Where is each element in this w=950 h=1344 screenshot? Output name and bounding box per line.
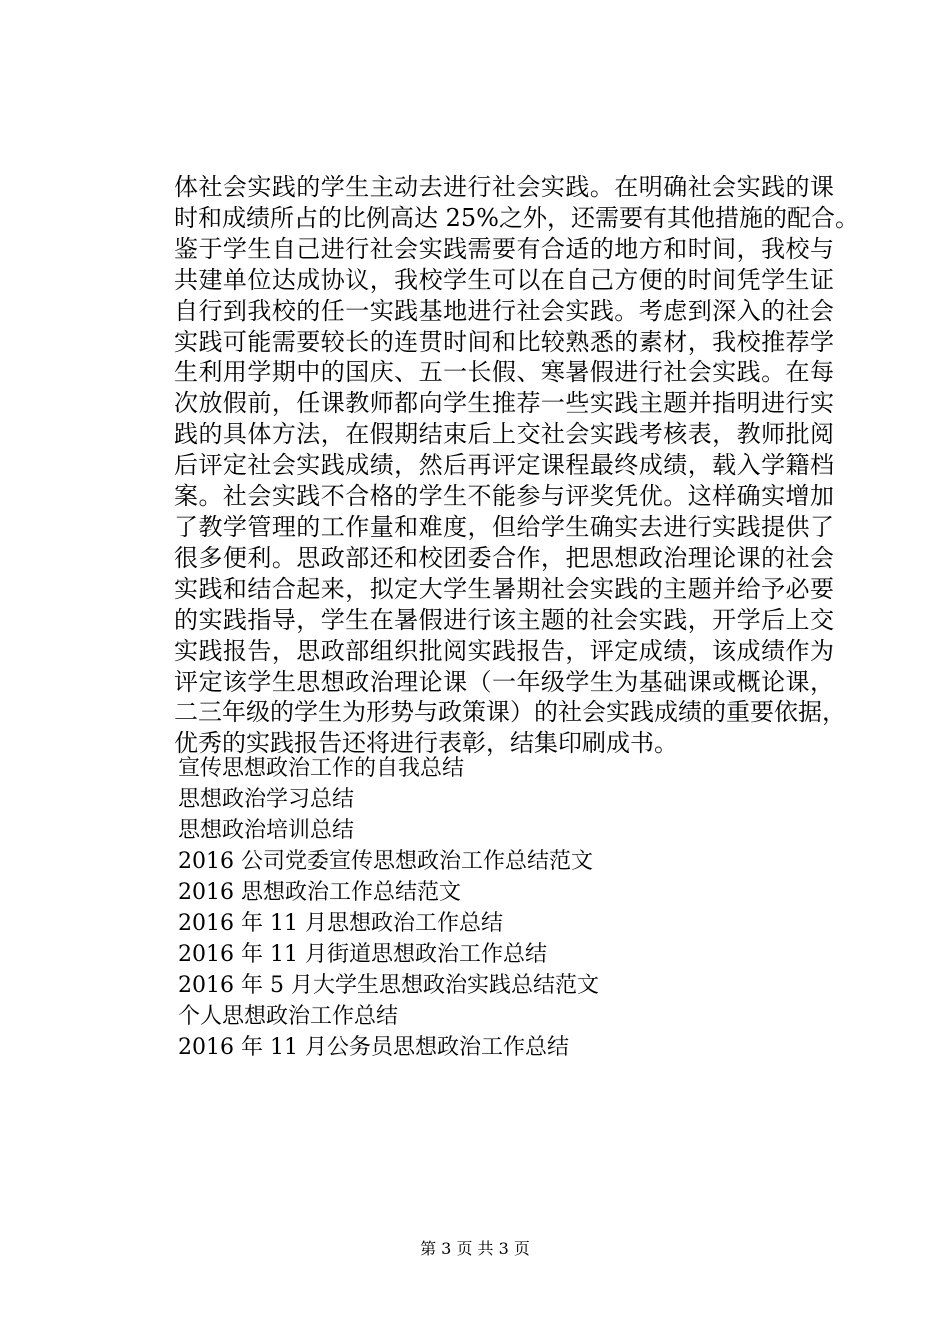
body-paragraph (174, 172, 859, 759)
paragraph-line: 时和成绩所占的比例高达 25%之外，还需要有其他措施的配合。 (174, 203, 859, 232)
paragraph-line: 自行到我校的任一实践基地进行社会实践。考虑到深入的社会 (174, 296, 834, 325)
paragraph-line: 很多便利。思政部还和校团委合作，把思想政治理论课的社会 (174, 543, 834, 572)
paragraph-line: 优秀的实践报告还将进行表彰，结集印刷成书。 (174, 729, 678, 758)
paragraph-line: 体社会实践的学生主动去进行社会实践。在明确社会实践的课 (174, 173, 834, 201)
paragraph-line: 后评定社会实践成绩，然后再评定课程最终成绩，载入学籍档 (174, 451, 834, 480)
paragraph-line: 了教学管理的工作量和难度，但给学生确实去进行实践提供了 (174, 512, 834, 541)
related-link[interactable]: 2016 年 11 月街道思想政治工作总结 (178, 942, 547, 967)
page-footer: 第 3 页 共 3 页 (420, 1239, 530, 1258)
related-link[interactable]: 思想政治培训总结 (178, 818, 355, 843)
paragraph-line: 评定该学生思想政治理论课（一年级学生为基础课或概论课， (174, 667, 834, 696)
related-link[interactable]: 2016 公司党委宣传思想政治工作总结范文 (178, 849, 593, 874)
paragraph-line: 实践报告，思政部组织批阅实践报告，评定成绩，该成绩作为 (174, 636, 834, 665)
related-link[interactable]: 个人思想政治工作总结 (178, 1004, 399, 1029)
paragraph-line: 二三年级的学生为形势与政策课）的社会实践成绩的重要依据， (174, 698, 846, 727)
paragraph-line: 鉴于学生自己进行社会实践需要有合适的地方和时间，我校与 (174, 234, 834, 263)
paragraph-line: 共建单位达成协议，我校学生可以在自己方便的时间凭学生证 (174, 265, 834, 294)
paragraph-line: 实践和结合起来，拟定大学生暑期社会实践的主题并给予必要 (174, 574, 834, 603)
paragraph-line: 的实践指导，学生在暑假进行该主题的社会实践，开学后上交 (174, 605, 834, 634)
paragraph-line: 践的具体方法，在假期结束后上交社会实践考核表，教师批阅 (174, 420, 834, 449)
related-link[interactable]: 2016 年 5 月大学生思想政治实践总结范文 (178, 973, 599, 998)
paragraph-line: 次放假前，任课教师都向学生推荐一些实践主题并指明进行实 (174, 389, 834, 418)
related-links-list (178, 753, 599, 1063)
related-link[interactable]: 宣传思想政治工作的自我总结 (178, 756, 465, 781)
related-link[interactable]: 思想政治学习总结 (178, 787, 355, 812)
related-link[interactable]: 2016 年 11 月公务员思想政治工作总结 (178, 1035, 569, 1060)
paragraph-line: 生利用学期中的国庆、五一长假、寒暑假进行社会实践。在每 (174, 358, 834, 387)
related-link[interactable]: 2016 思想政治工作总结范文 (178, 880, 461, 905)
paragraph-line: 案。社会实践不合格的学生不能参与评奖凭优。这样确实增加 (174, 482, 834, 511)
paragraph-line: 实践可能需要较长的连贯时间和比较熟悉的素材，我校推荐学 (174, 327, 834, 356)
related-link[interactable]: 2016 年 11 月思想政治工作总结 (178, 911, 503, 936)
